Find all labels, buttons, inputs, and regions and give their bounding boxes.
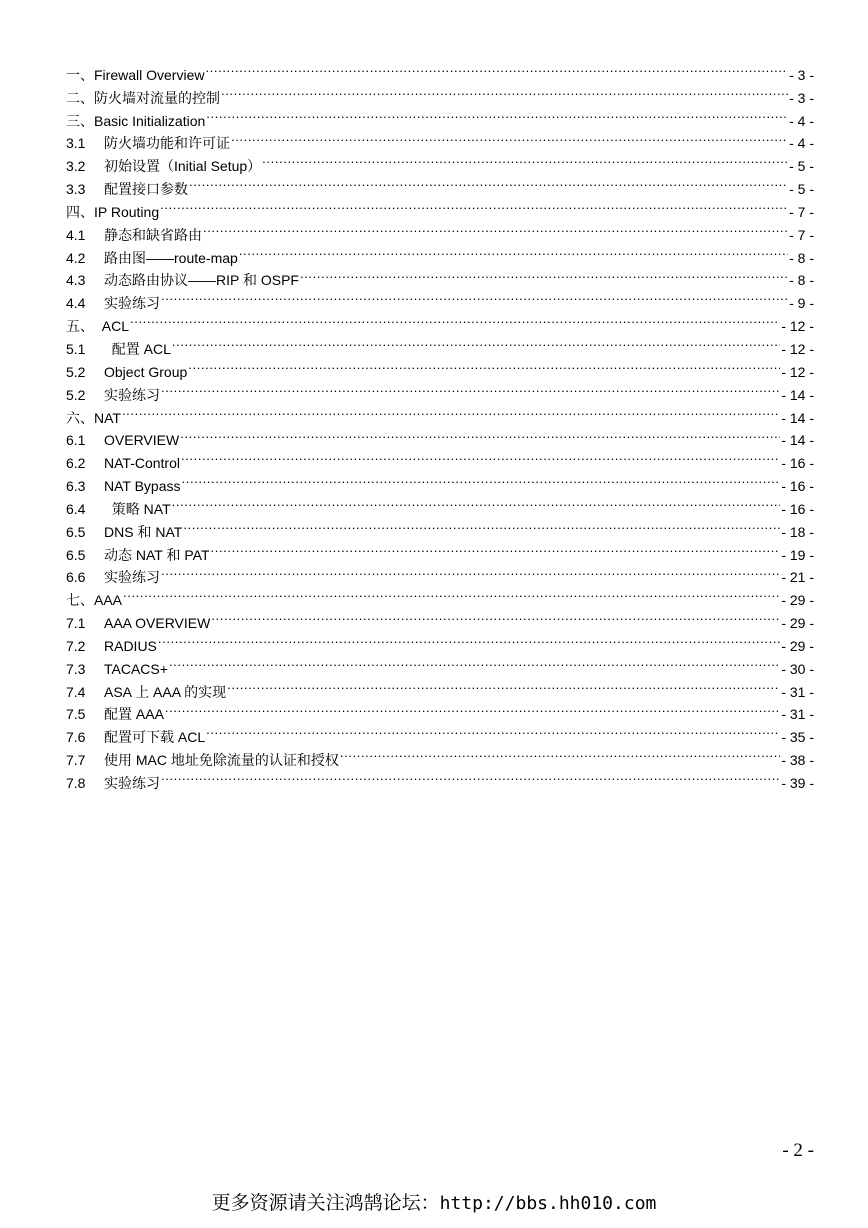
toc-dot-leader — [340, 742, 780, 765]
toc-entry-number: 3.2 — [66, 158, 86, 175]
toc-entry-title: Object Group — [104, 363, 188, 380]
toc-entry-title: 二、防火墙对流量的控制 — [66, 89, 220, 106]
toc-entry[interactable] — [66, 308, 814, 335]
toc-entry-number: 4.3 — [66, 272, 86, 289]
footer-url[interactable]: http://bbs.hh010.com — [439, 1193, 657, 1214]
toc-dot-leader — [221, 80, 788, 103]
toc-entry-page: - 29 - — [781, 637, 814, 654]
footer — [0, 1188, 868, 1215]
toc-dot-leader — [211, 537, 781, 560]
toc-entry-page: - 29 - — [781, 615, 814, 632]
toc-entry-number: 5.2 — [66, 386, 86, 403]
toc-entry-number: 5.1 — [66, 340, 86, 357]
toc-entry-page: - 12 - — [781, 363, 814, 380]
toc-entry-title: 一、Firewall Overview — [66, 66, 205, 83]
toc-entry[interactable] — [66, 423, 814, 449]
toc-dot-leader — [205, 57, 788, 80]
toc-entry-title: 防火墙功能和许可证 — [104, 135, 230, 152]
toc-dot-leader — [169, 651, 780, 674]
toc-dot-leader — [181, 445, 780, 468]
table-of-contents — [66, 57, 814, 791]
toc-entry-number: 4.1 — [66, 226, 86, 243]
toc-entry-page: - 30 - — [781, 660, 814, 677]
toc-entry-number: 7.5 — [66, 706, 86, 723]
toc-dot-leader — [165, 697, 780, 720]
toc-entry-page: - 14 - — [781, 386, 814, 403]
toc-dot-leader — [227, 674, 780, 697]
toc-entry-number: 6.6 — [66, 569, 86, 586]
toc-entry-title: 配置 ACL — [104, 340, 171, 357]
toc-entry-number: 6.5 — [66, 523, 86, 540]
toc-entry-title: 路由图——route-map — [104, 249, 238, 266]
toc-entry-page: - 35 - — [781, 729, 814, 746]
toc-dot-leader — [172, 331, 780, 354]
toc-entry-number: 3.1 — [66, 135, 86, 152]
toc-entry-page: - 31 - — [781, 683, 814, 700]
toc-dot-leader — [189, 171, 788, 194]
toc-entry-page: - 14 - — [781, 432, 814, 449]
toc-dot-leader — [180, 423, 780, 446]
toc-entry-number: 7.6 — [66, 729, 86, 746]
toc-dot-leader — [239, 240, 788, 263]
toc-entry-number: 6.3 — [66, 478, 86, 495]
toc-entry-page: - 18 - — [781, 523, 814, 540]
toc-dot-leader — [158, 628, 780, 651]
toc-entry-page: - 8 - — [789, 249, 814, 266]
toc-entry-number: 6.1 — [66, 432, 86, 449]
toc-entry-title: 实验练习 — [104, 386, 160, 403]
toc-entry-number: 6.5 — [66, 546, 86, 563]
toc-entry-title: 策略 NAT — [104, 500, 171, 517]
toc-entry[interactable] — [66, 194, 814, 220]
toc-entry[interactable] — [66, 674, 814, 700]
toc-entry-number: 3.3 — [66, 181, 86, 198]
toc-entry[interactable] — [66, 285, 814, 312]
toc-entry-page: - 16 - — [781, 478, 814, 495]
toc-entry-title: 静态和缺省路由 — [104, 226, 202, 243]
toc-dot-leader — [182, 468, 781, 491]
toc-entry-number: 7.7 — [66, 752, 86, 769]
toc-entry-title: OVERVIEW — [104, 432, 180, 449]
toc-entry[interactable] — [66, 628, 814, 654]
toc-entry-page: - 16 - — [781, 455, 814, 472]
toc-entry-number: 7.2 — [66, 637, 86, 654]
toc-entry-page: - 12 - — [781, 340, 814, 357]
toc-entry-title: RADIUS — [104, 637, 157, 654]
footer-text: 更多资源请关注鸿鹄论坛： — [211, 1192, 440, 1214]
toc-dot-leader — [206, 103, 788, 126]
toc-dot-leader — [160, 194, 788, 217]
toc-entry-title: AAA OVERVIEW — [104, 615, 211, 632]
toc-entry-title: DNS 和 NAT — [104, 523, 183, 540]
toc-entry-page: - 14 - — [781, 409, 814, 426]
toc-entry[interactable] — [66, 697, 814, 723]
toc-entry-title: 配置可下载 ACL — [104, 729, 206, 746]
toc-dot-leader — [300, 263, 788, 286]
toc-entry-title: 实验练习 — [104, 569, 160, 586]
toc-entry-page: - 4 - — [789, 135, 814, 152]
toc-entry-page: - 4 - — [789, 112, 814, 129]
toc-entry-title: 配置接口参数 — [104, 181, 188, 198]
toc-entry-title: 实验练习 — [104, 775, 160, 791]
toc-entry[interactable] — [66, 217, 814, 243]
toc-entry-number: 6.4 — [66, 500, 86, 517]
toc-entry-page: - 29 - — [781, 592, 814, 609]
toc-entry-number: 7.8 — [66, 775, 86, 791]
toc-dot-leader — [206, 719, 780, 742]
toc-entry-page: - 7 - — [789, 226, 814, 243]
toc-entry-page: - 38 - — [781, 752, 814, 769]
toc-entry-page: - 3 - — [789, 66, 814, 83]
toc-entry-title: 三、Basic Initialization — [66, 112, 206, 129]
toc-entry[interactable] — [66, 765, 814, 791]
toc-dot-leader — [122, 400, 780, 423]
toc-entry[interactable] — [66, 354, 814, 380]
toc-dot-leader — [203, 217, 788, 240]
toc-entry-title: TACACS+ — [104, 660, 168, 677]
toc-entry-page: - 16 - — [781, 500, 814, 517]
toc-entry-number: 6.2 — [66, 455, 86, 472]
toc-entry-page: - 21 - — [781, 569, 814, 586]
toc-entry-number: 5.2 — [66, 363, 86, 380]
toc-entry-title: 动态路由协议——RIP 和 OSPF — [104, 272, 299, 289]
toc-dot-leader — [188, 354, 780, 377]
toc-entry[interactable] — [66, 57, 814, 83]
toc-entry-number: 7.4 — [66, 683, 86, 700]
toc-entry-page: - 5 - — [789, 158, 814, 175]
toc-entry-page: - 8 - — [789, 272, 814, 289]
toc-dot-leader — [211, 605, 780, 628]
toc-entry-title: NAT-Control — [104, 455, 180, 472]
toc-entry-page: - 12 - — [781, 318, 814, 335]
toc-entry-title: 七、AAA — [66, 592, 123, 609]
toc-entry-title: ASA 上 AAA 的实现 — [104, 683, 227, 700]
toc-entry-number: 7.1 — [66, 615, 86, 632]
toc-entry-title: 动态 NAT 和 PAT — [104, 546, 210, 563]
toc-entry-page: - 31 - — [781, 706, 814, 723]
toc-entry-number: 4.2 — [66, 249, 86, 266]
toc-entry-number: 4.4 — [66, 295, 86, 312]
toc-entry[interactable] — [66, 582, 814, 609]
toc-entry-page: - 7 - — [789, 203, 814, 220]
toc-dot-leader — [123, 582, 780, 605]
toc-dot-leader — [161, 765, 780, 788]
toc-dot-leader — [130, 308, 780, 331]
toc-dot-leader — [161, 560, 780, 583]
toc-dot-leader — [161, 285, 788, 308]
toc-entry-page: - 19 - — [781, 546, 814, 563]
toc-entry-title: 六、NAT — [66, 409, 121, 426]
toc-entry-page: - 39 - — [781, 775, 814, 791]
toc-entry-page: - 3 - — [789, 89, 814, 106]
toc-dot-leader — [172, 491, 781, 514]
toc-entry-page: - 5 - — [789, 181, 814, 198]
toc-entry[interactable] — [66, 377, 814, 403]
toc-entry-title: NAT Bypass — [104, 478, 181, 495]
toc-entry-title: 五、 ACL — [66, 318, 130, 335]
page-number: - 2 - — [782, 1140, 814, 1161]
toc-entry[interactable] — [66, 331, 814, 357]
toc-entry-title: 使用 MAC 地址免除流量的认证和授权 — [104, 752, 339, 769]
toc-dot-leader — [161, 377, 780, 400]
toc-entry-page: - 9 - — [789, 295, 814, 312]
toc-dot-leader — [262, 148, 788, 171]
toc-entry[interactable] — [66, 560, 814, 586]
toc-entry-title: 配置 AAA — [104, 706, 164, 723]
toc-entry-number: 7.3 — [66, 660, 86, 677]
toc-entry-title: 四、IP Routing — [66, 203, 160, 220]
toc-dot-leader — [183, 514, 780, 537]
toc-entry[interactable] — [66, 491, 814, 517]
toc-entry[interactable] — [66, 651, 814, 677]
toc-entry[interactable] — [66, 514, 814, 540]
toc-dot-leader — [231, 126, 788, 149]
toc-entry-title: 实验练习 — [104, 295, 160, 312]
toc-entry[interactable] — [66, 605, 814, 632]
toc-entry-title: 初始设置（Initial Setup） — [104, 158, 262, 175]
toc-entry[interactable] — [66, 400, 814, 426]
toc-entry[interactable] — [66, 719, 814, 746]
